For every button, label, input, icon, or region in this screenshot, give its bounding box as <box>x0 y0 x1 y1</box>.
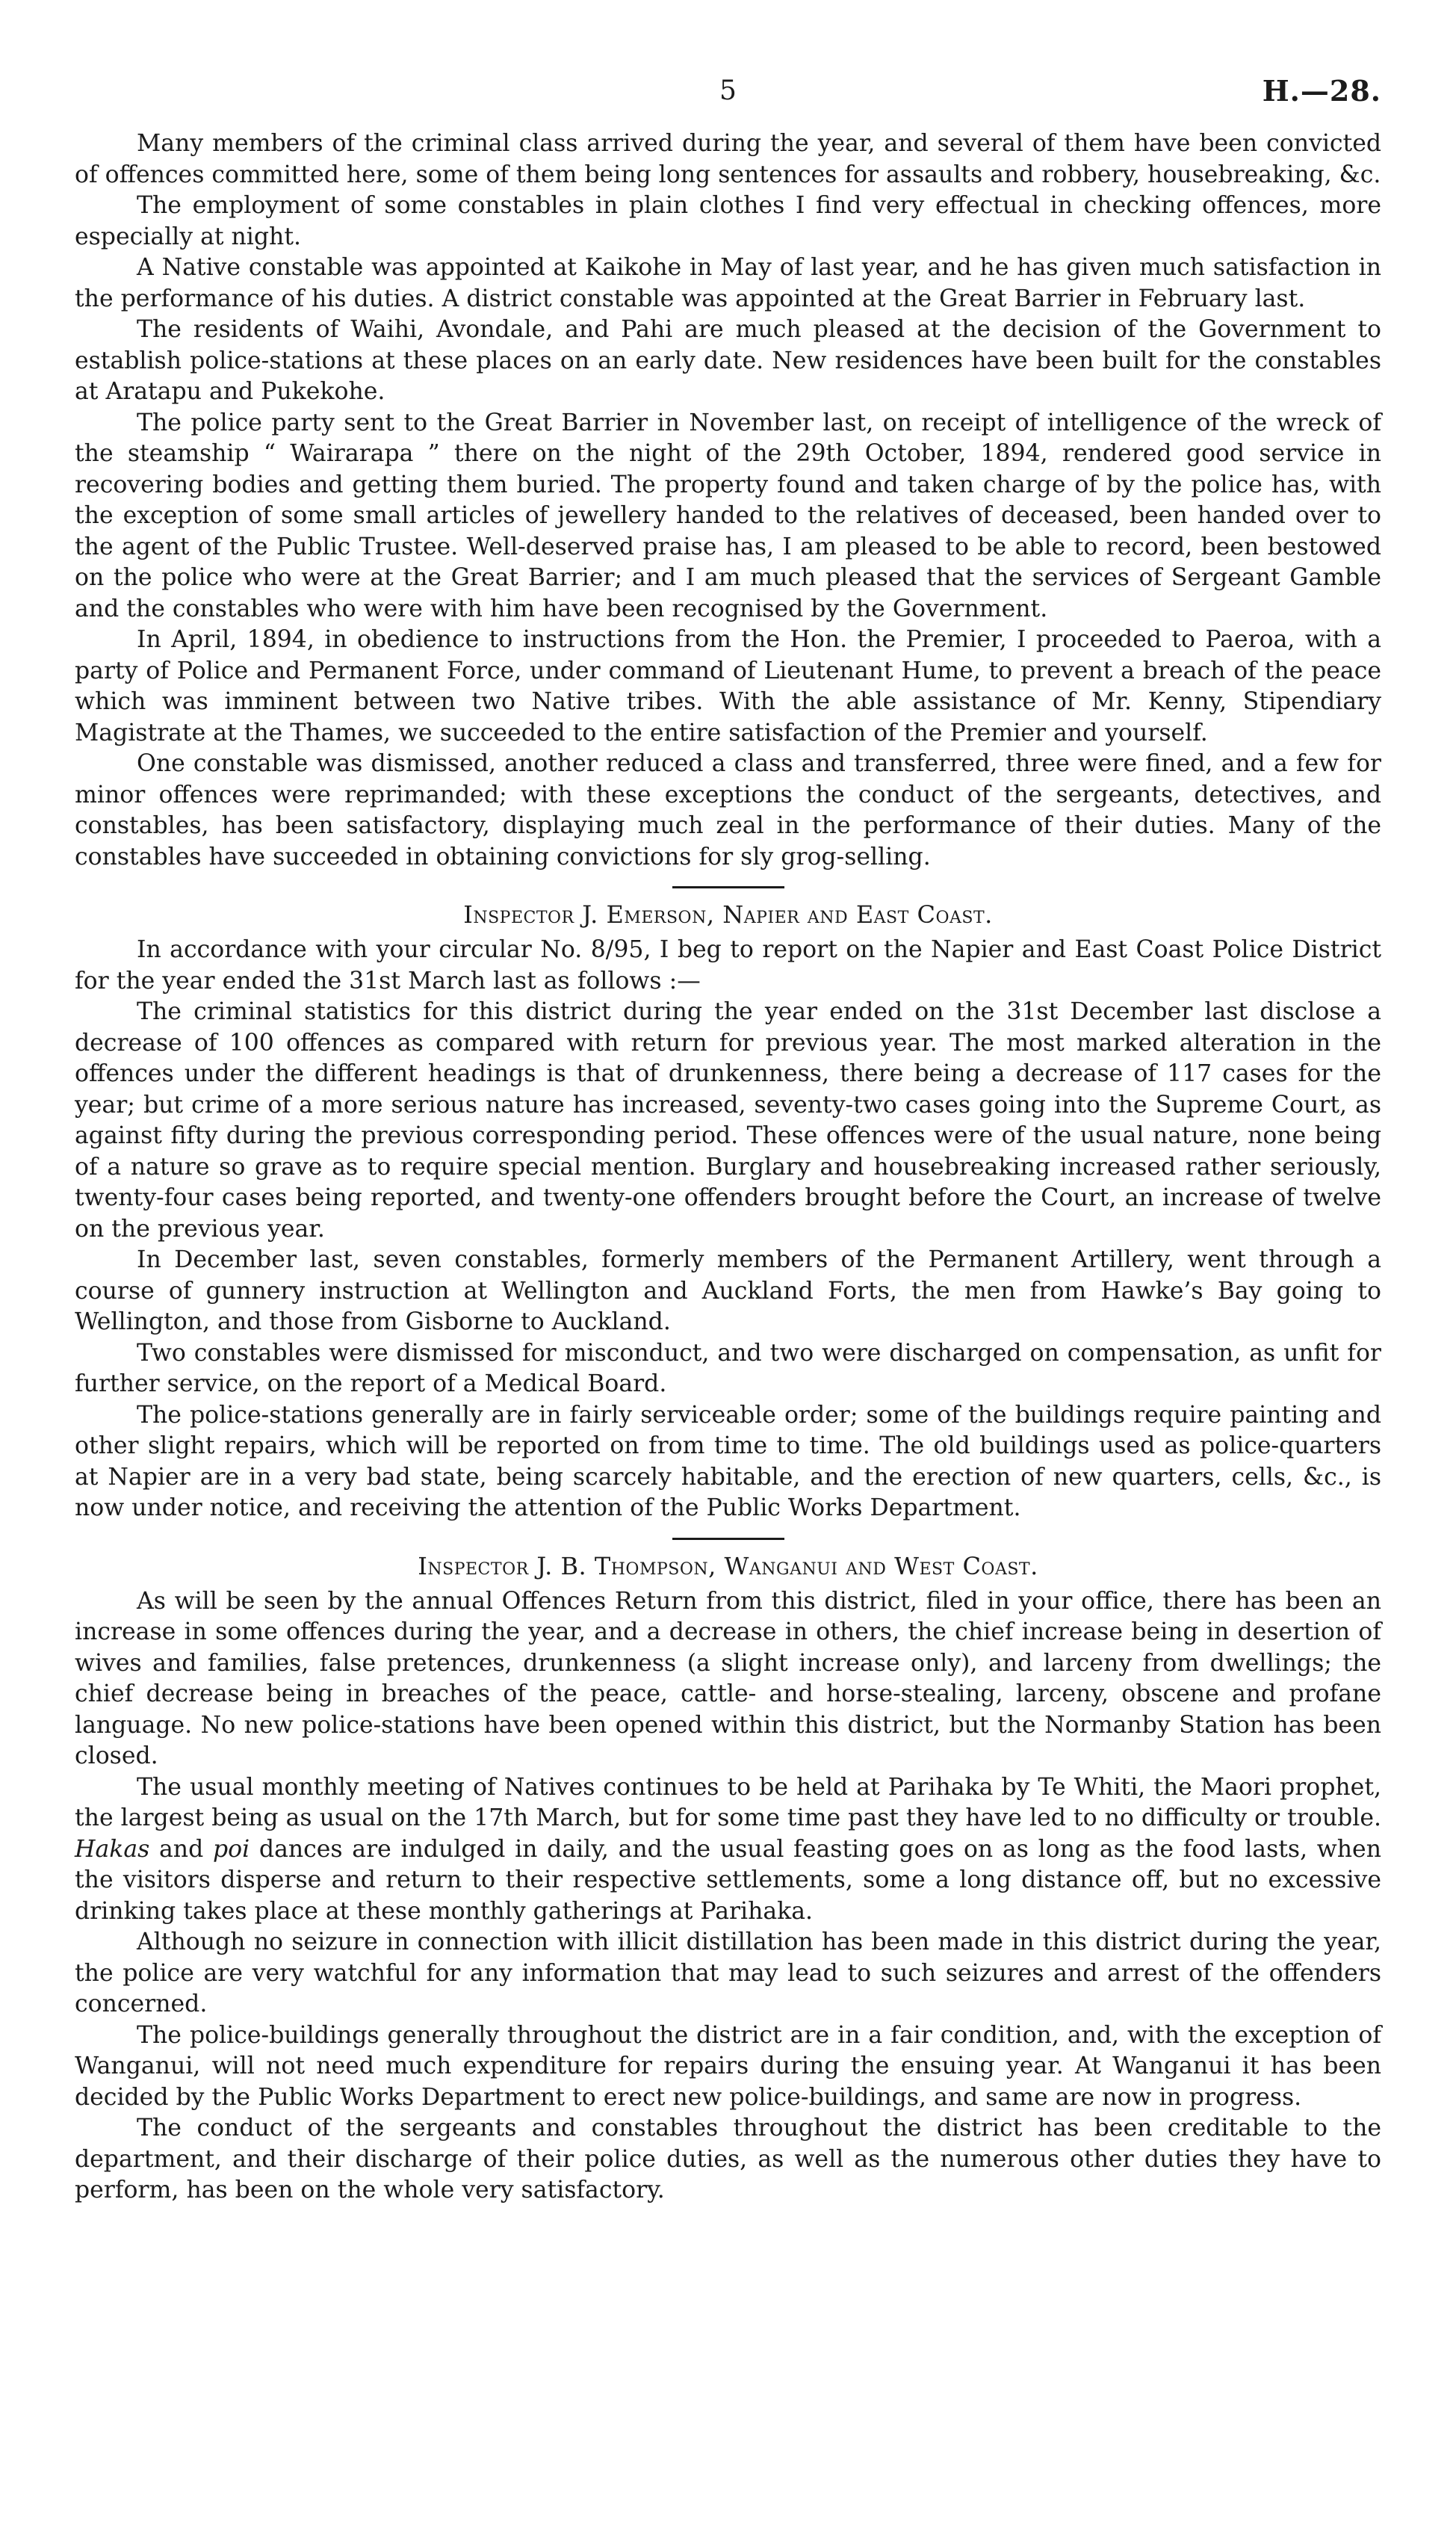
section-divider <box>672 886 784 888</box>
paragraph: One constable was dismissed, another reduced a class and transferred, three were fined, and a few for minor offences were reprimanded; with these exceptions the conduct of the sergeants, detectives, and constables, has been satisfactory, displaying much zeal in the performance of their duties. Many of the constables have succeeded in obtaining convictions for sly grog-selling. <box>75 750 1381 870</box>
paragraph: In April, 1894, in obedience to instructions from the Hon. the Premier, I proceeded to Paeroa, with a party of Police and Permanent Force, under command of Lieutenant Hume, to prevent a breach of the peace which was imminent between two Native tribes. With the able assistance of Mr. Kenny, Stipendiary Magistrate at the Thames, we succeeded to the entire satisfaction of the Premier and yourself. <box>75 626 1381 746</box>
paragraph: The employment of some constables in plain clothes I find very effectual in checking offences, more especially at night. <box>75 192 1381 250</box>
paragraph: As will be seen by the annual Offences Return from this district, filed in your office, there has been an increase in some offences during the year, and a decrease in others, the chief increase being in desertion of wives and families, false pretences, drunkenness (a slight increase only), and larceny from dwellings; the chief decrease being in breaches of the peace, cattle- and horse-stealing, larceny, obscene and profane language. No new police-stations have been opened within this district, but the Normanby Station has been closed. <box>75 1587 1381 1769</box>
paragraph: Although no seizure in connection with illicit distillation has been made in this district during the year, the police are very watchful for any information that may lead to such seizures and arrest of the offenders concerned. <box>75 1929 1381 2017</box>
section-napier-report <box>75 899 1381 1524</box>
section-heading: Inspector J. B. Thompson, Wanganui and West Coast. <box>418 1551 1038 1580</box>
paragraph: Two constables were dismissed for misconduct, and two were discharged on compensation, as unfit for further service, on the report of a Medical Board. <box>75 1339 1381 1397</box>
paragraph: The police party sent to the Great Barrier in November last, on receipt of intelligence of the wreck of the steamship “ Wairarapa ” there on the night of the 29th October, 1894, rendered good service in recovering bodies and getting them buried. The property found and taken charge of by the police has, with the exception of some small articles of jewellery handed to the relatives of deceased, been handed over to the agent of the Public Trustee. Well-deserved praise has, I am pleased to be able to record, been bestowed on the police who were at the Great Barrier; and I am much pleased that the services of Sergeant Gamble and the constables who were with him have been recognised by the Government. <box>75 409 1381 622</box>
paragraph: Many members of the criminal class arrived during the year, and several of them have been convicted of offences committed here, some of them being long sentences for assaults and robbery, housebreaking, &c. <box>75 130 1381 188</box>
document-reference: H.—28. <box>1262 74 1381 108</box>
section-wanganui-report <box>75 1550 1381 2206</box>
section-divider <box>672 1538 784 1540</box>
page-header <box>75 75 1381 121</box>
section-auckland-report <box>75 129 1381 873</box>
paragraph: In accordance with your circular No. 8/95, I beg to report on the Napier and East Coast Police District for the year ended the 31st March last as follows :— <box>75 936 1381 995</box>
paragraph: The police-buildings generally throughout the district are in a fair condition, and, with the exception of Wanganui, will not need much expenditure for repairs during the ensuing year. At Wanganui it has been decided by the Public Works Department to erect new police-buildings, and same are now in progress. <box>75 2021 1381 2111</box>
paragraph: The criminal statistics for this district during the year ended on the 31st December last disclose a decrease of 100 offences as compared with return for previous year. The most marked alteration in the offences under the different headings is that of drunkenness, there being a decrease of 117 cases for the year; but crime of a more serious nature has increased, seventy-two cases going into the Supreme Court, as against fifty during the previous corresponding period. These offences were of the usual nature, none being of a nature so grave as to require special mention. Burglary and housebreaking increased rather seriously, twenty-four cases being reported, and twenty-one offenders brought before the Court, an increase of twelve on the previous year. <box>75 998 1381 1243</box>
paragraph: The usual monthly meeting of Natives continues to be held at Parihaka by Te Whiti, the Maori prophet, the largest being as usual on the 17th March, but for some time past they have led to no difficulty or trouble. Hakas and poi dances are indulged in daily, and the usual feasting goes on as long as the food lasts, when the visitors disperse and return to their respective settlements, some a long distance off, but no excessive drinking takes place at these monthly gatherings at Parihaka. <box>75 1773 1381 1925</box>
paragraph: The residents of Waihi, Avondale, and Pahi are much pleased at the decision of the Government to establish police-stations at these places on an early date. New residences have been built for the constables at Aratapu and Pukekohe. <box>75 316 1381 405</box>
page-number: 5 <box>719 75 737 106</box>
paragraph: In December last, seven constables, formerly members of the Permanent Artillery, went through a course of gunnery instruction at Wellington and Auckland Forts, the men from Hawke’s Bay going to Wellington, and those from Gisborne to Auckland. <box>75 1246 1381 1335</box>
paragraph: A Native constable was appointed at Kaikohe in May of last year, and he has given much satisfaction in the performance of his duties. A district constable was appointed at the Great Barrier in February last. <box>75 254 1381 312</box>
paragraph: The police-stations generally are in fairly serviceable order; some of the buildings require painting and other slight repairs, which will be reported on from time to time. The old buildings used as police-quarters at Napier are in a very bad state, being scarcely habitable, and the erection of new quarters, cells, &c., is now under notice, and receiving the attention of the Public Works Department. <box>75 1401 1381 1521</box>
paragraph: The conduct of the sergeants and constables throughout the district has been creditable to the department, and their discharge of their police duties, as well as the numerous other duties they have to perform, has been on the whole very satisfactory. <box>75 2115 1381 2203</box>
section-heading: Inspector J. Emerson, Napier and East Coast. <box>463 900 993 929</box>
